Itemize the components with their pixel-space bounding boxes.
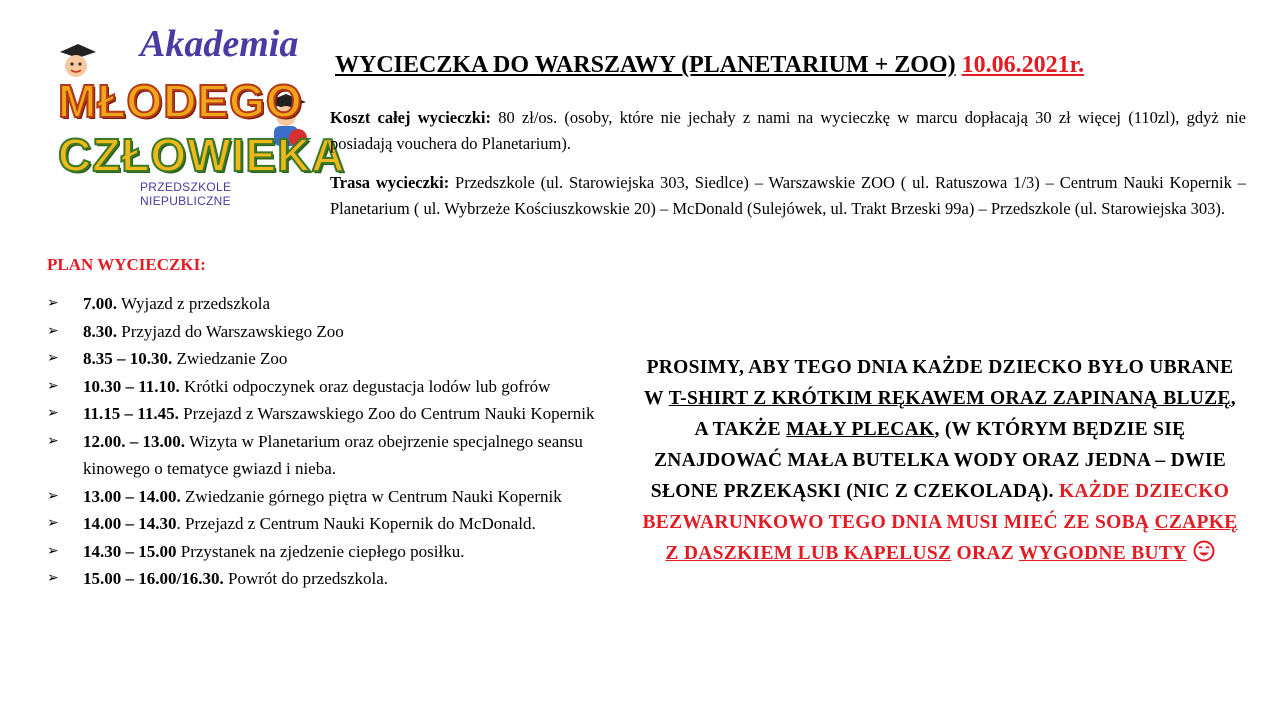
cost-text: 80 zł/os. (osoby, które nie jechały z nami na wycieczkę w marcu dopłacają 30 zł więcej (110zl), gdyż nie posiadają vouchera do Planetarium).	[330, 108, 1247, 153]
smiley-face-icon	[1193, 540, 1215, 562]
list-item	[47, 483, 617, 511]
arrow-bullet-icon: ➢	[47, 570, 59, 586]
route-text: Przedszkole (ul. Starowiejska 303, Siedlce) – Warszawskie ZOO ( ul. Ratuszowa 1/3) – Centrum Nauki Kopernik – Planetarium ( ul. Wybrzeże Kościuszkowskie 20) – McDonald (Sulejówek, ul. Trakt Brzeski 99a) – Przedszkole (ul. Starowiejska 303).	[330, 173, 1246, 218]
arrow-bullet-icon: ➢	[47, 405, 59, 421]
plan-text: . Przejazd z Centrum Nauki Kopernik do McDonald.	[176, 514, 536, 533]
plan-time: 13.00 – 14.00.	[83, 486, 181, 506]
plan-time: 14.00 – 14.30	[83, 514, 177, 533]
plan-text: Wyjazd z przedszkola	[117, 294, 271, 313]
plan-text: Przyjazd do Warszawskiego Zoo	[117, 321, 344, 341]
notice-red: ORAZ	[951, 543, 1019, 564]
notice-part: , A TAKŻE	[694, 388, 1236, 440]
notice-red: KAŻDE DZIECKO BEZWARUNKOWO TEGO DNIA MUSI MIEĆ ZE SOBĄ	[642, 481, 1230, 533]
notice-red-underlined: CZAPKĘ Z DASZKIEM LUB KAPELUSZ	[665, 512, 1238, 564]
plan-time: 11.15 – 11.45.	[83, 404, 179, 423]
notice-part: PROSIMY, ABY TEGO DNIA KAŻDE DZIECKO BYŁO UBRANE W	[644, 357, 1234, 409]
plan-text: Zwiedzanie Zoo	[172, 349, 288, 368]
logo-subtitle: PRZEDSZKOLE NIEPUBLICZNE	[140, 180, 232, 208]
logo-mlodego: MŁODEGO	[58, 75, 303, 127]
arrow-bullet-icon: ➢	[47, 377, 59, 394]
notice-underlined: MAŁY PLECAK	[786, 419, 935, 440]
plan-text: Przejazd z Warszawskiego Zoo do Centrum Nauki Kopernik	[178, 404, 595, 423]
plan-text: Zwiedzanie górnego piętra w Centrum Nauki Kopernik	[180, 486, 562, 506]
logo-czlowieka: CZŁOWIEKA	[58, 129, 346, 181]
arrow-bullet-icon: ➢	[47, 542, 59, 559]
logo	[40, 22, 346, 210]
arrow-bullet-icon: ➢	[47, 432, 59, 449]
plan-text: Przystanek na zjedzenie ciepłego posiłku.	[176, 541, 465, 561]
arrow-bullet-icon: ➢	[47, 322, 59, 339]
plan-time: 8.35 – 10.30.	[83, 349, 173, 368]
list-item	[47, 400, 617, 428]
plan-heading: PLAN WYCIECZKI:	[47, 255, 206, 274]
plan-time: 14.30 – 15.00	[83, 541, 177, 561]
notice-red-underlined: WYGODNE BUTY	[1018, 543, 1187, 564]
plan-time: 8.30.	[83, 321, 117, 341]
plan-text: Krótki odpoczynek oraz degustacja lodów lub gofrów	[179, 376, 551, 396]
plan-text: Wizyta w Planetarium oraz obejrzenie specjalnego seansu kinowego o tematyce gwiazd i nieba.	[83, 431, 583, 478]
list-item	[47, 510, 617, 538]
cost-paragraph	[330, 105, 1246, 157]
list-item	[47, 345, 617, 373]
list-item	[47, 373, 617, 401]
arrow-bullet-icon: ➢	[47, 350, 59, 366]
list-item	[47, 318, 617, 346]
arrow-bullet-icon: ➢	[47, 515, 59, 531]
route-paragraph	[330, 170, 1246, 222]
cost-label: Koszt całej wycieczki:	[330, 108, 492, 127]
notice-underlined: T-SHIRT Z KRÓTKIM RĘKAWEM ORAZ ZAPINANĄ BLUZĘ	[668, 388, 1231, 409]
arrow-bullet-icon: ➢	[47, 487, 59, 504]
plan-time: 10.30 – 11.10.	[83, 376, 180, 396]
list-item	[47, 538, 617, 566]
plan-list	[47, 290, 617, 593]
plan-text: Powrót do przedszkola.	[223, 569, 389, 588]
plan-time: 15.00 – 16.00/16.30.	[83, 569, 224, 588]
page-title	[335, 52, 1084, 79]
notice-part: , (W KTÓRYM BĘDZIE SIĘ ZNAJDOWAĆ MAŁA BUTELKA WODY ORAZ JEDNA – DWIE SŁONE PRZEKĄSKI (NIC Z CZEKOLADĄ).	[650, 419, 1227, 502]
list-item	[47, 428, 617, 483]
clothing-notice	[640, 352, 1240, 569]
logo-akademia: Akademia	[140, 23, 299, 65]
title-date: 10.06.2021r.	[961, 52, 1085, 78]
plan-time: 12.00. – 13.00.	[83, 431, 185, 451]
route-label: Trasa wycieczki:	[330, 173, 450, 192]
arrow-bullet-icon: ➢	[47, 295, 59, 311]
title-text: WYCIECZKA DO WARSZAWY (PLANETARIUM + ZOO)	[335, 52, 956, 78]
list-item	[47, 290, 617, 318]
plan-time: 7.00.	[83, 294, 117, 313]
list-item	[47, 565, 617, 593]
